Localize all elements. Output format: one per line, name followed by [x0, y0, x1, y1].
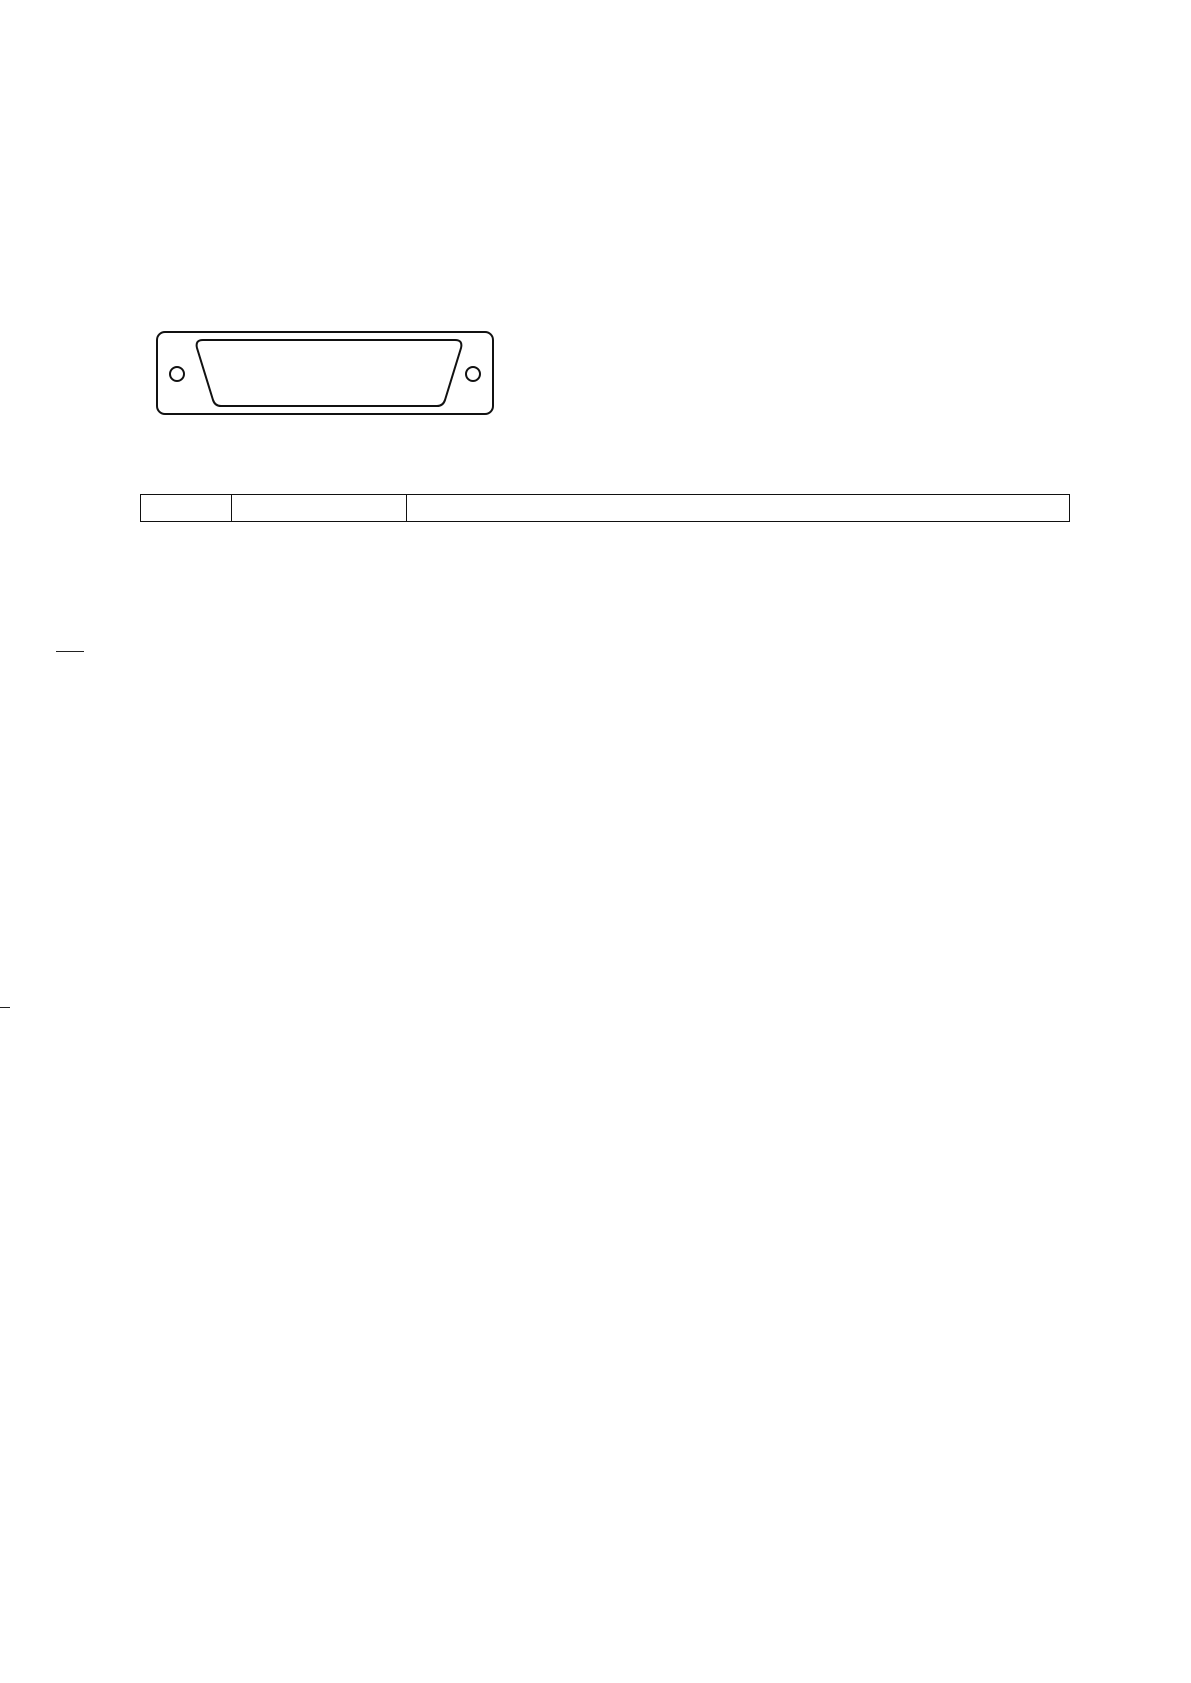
dsub-25-connector-diagram [155, 330, 495, 420]
margin-mark [56, 651, 84, 652]
header-pin-no [141, 495, 232, 522]
margin-mark [0, 1007, 10, 1008]
mounting-hole-left [170, 367, 184, 381]
connector-shell [157, 332, 493, 414]
connector-trapezoid [197, 340, 462, 406]
mounting-hole-right [466, 367, 480, 381]
pin-assignment-table [140, 494, 1070, 522]
table-header-row [141, 495, 1070, 522]
header-description [407, 495, 1070, 522]
header-pin-name [232, 495, 407, 522]
